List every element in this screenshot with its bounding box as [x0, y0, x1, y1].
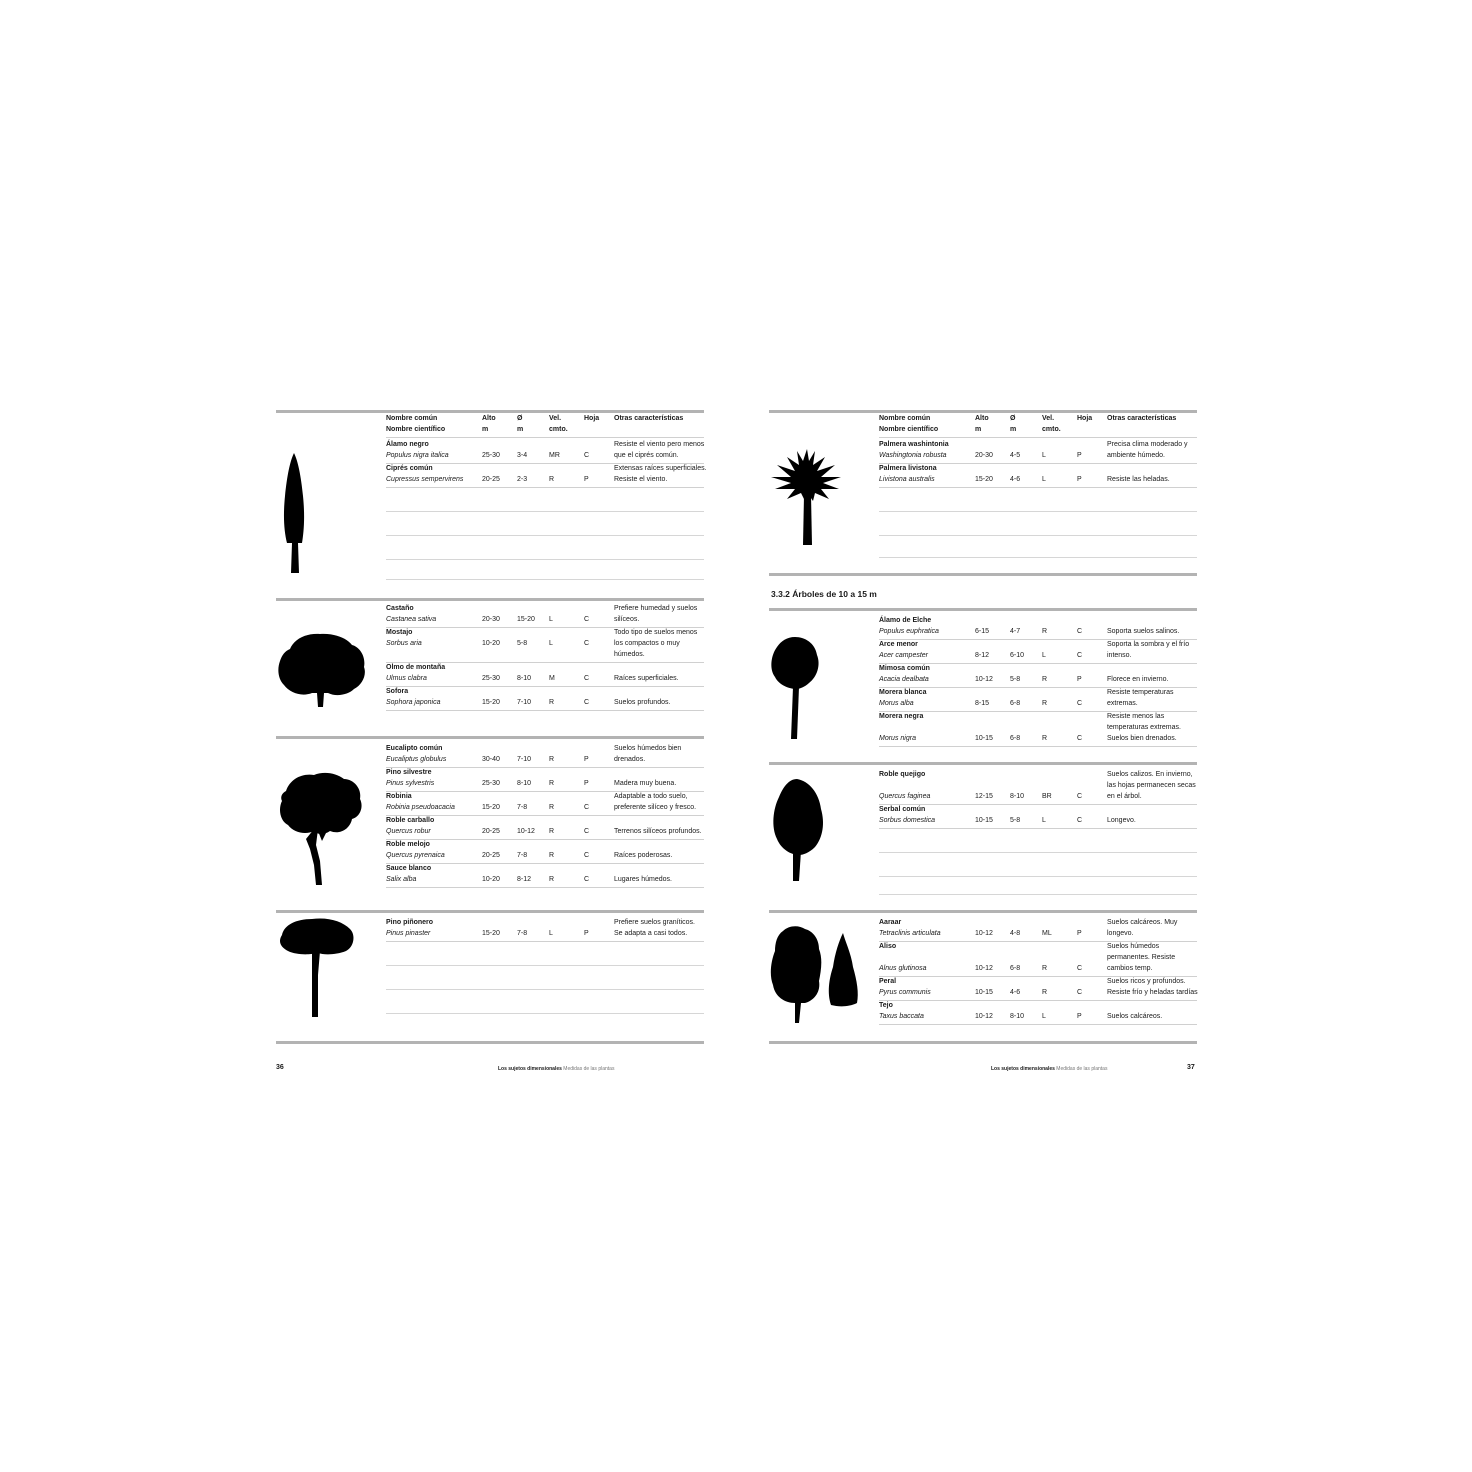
otras-line: húmedos.: [614, 651, 645, 658]
otras-line: extremas.: [1107, 700, 1138, 707]
vel-value: R: [549, 876, 555, 883]
diam-value: 4-6: [1010, 476, 1021, 483]
header-name: Nombre común: [879, 415, 931, 422]
empty-row: [879, 852, 1197, 877]
header-otras: Otras características: [614, 415, 684, 422]
otras-line: temperaturas extremas.: [1107, 724, 1181, 731]
scientific-name: Taxus baccata: [879, 1013, 924, 1020]
otras-line: Resiste menos las: [1107, 713, 1165, 720]
vel-value: M: [549, 675, 555, 682]
empty-row: [386, 511, 704, 536]
common-name: Roble quejigo: [879, 771, 926, 778]
hoja-value: C: [584, 804, 590, 811]
common-name: Roble melojo: [386, 841, 430, 848]
table-section: [276, 598, 704, 719]
scientific-name: Alnus glutinosa: [879, 965, 927, 972]
scientific-name: Morus alba: [879, 700, 914, 707]
alto-value: 10-12: [975, 965, 993, 972]
header-hoja: Hoja: [1077, 415, 1093, 422]
alto-value: 15-20: [482, 699, 500, 706]
empty-row: [879, 828, 1197, 853]
header-diam-unit: m: [1010, 426, 1017, 433]
otras-line: Raíces superficiales.: [614, 675, 679, 682]
otras-line: Prefiere suelos graníticos.: [614, 919, 695, 926]
tree-and-conifer-silhouette: [769, 923, 869, 1027]
scientific-name: Sophora japonica: [386, 699, 441, 706]
otras-line: Soporta la sombra y el frío: [1107, 641, 1190, 648]
otras-line: Prefiere humedad y suelos: [614, 605, 698, 612]
header-vel-unit: cmto.: [549, 426, 568, 433]
table-row: [386, 791, 704, 816]
table-row: [879, 769, 1197, 805]
otras-line: Todo tipo de suelos menos: [614, 629, 698, 636]
alto-value: 15-20: [482, 804, 500, 811]
diam-value: 10-12: [517, 828, 535, 835]
hoja-value: C: [1077, 700, 1083, 707]
otras-line: Suelos húmedos bien: [614, 745, 682, 752]
otras-line: Soporta suelos salinos.: [1107, 628, 1180, 635]
header-vel: Vel.: [549, 415, 562, 422]
alto-value: 25-30: [482, 675, 500, 682]
table-row: [386, 439, 704, 464]
common-name: Castaño: [386, 605, 414, 612]
common-name: Álamo negro: [386, 441, 429, 448]
table-row: [386, 767, 704, 792]
alto-value: 25-30: [482, 452, 500, 459]
table-row: [879, 687, 1197, 712]
scientific-name: Robinia pseudoacacia: [386, 804, 455, 811]
diam-value: 5-8: [1010, 817, 1021, 824]
empty-row: [386, 941, 704, 966]
diam-value: 8-10: [517, 780, 532, 787]
diam-value: 4-5: [1010, 452, 1021, 459]
scientific-name: Pinus sylvestris: [386, 780, 435, 787]
otras-line: Terrenos silíceos profundos.: [614, 828, 702, 835]
common-name: Pino piñonero: [386, 919, 434, 926]
alto-value: 10-15: [975, 817, 993, 824]
page-number: 37: [1187, 1064, 1195, 1071]
common-name: Morera blanca: [879, 689, 927, 696]
header-vel-unit: cmto.: [1042, 426, 1061, 433]
hoja-value: P: [1077, 452, 1082, 459]
scientific-name: Pinus pinaster: [386, 930, 431, 937]
table-row: [386, 863, 704, 888]
table-row: [386, 839, 704, 864]
otras-line: Resiste el viento pero menos: [614, 441, 705, 448]
common-name: Tejo: [879, 1002, 893, 1009]
scientific-name: Acacia dealbata: [879, 676, 929, 683]
diam-value: 6-10: [1010, 652, 1025, 659]
otras-line: Suelos calcáreos. Muy: [1107, 919, 1178, 926]
otras-line: Resiste el viento.: [614, 476, 668, 483]
scientific-name: Cupressus sempervirens: [386, 476, 464, 483]
scientific-name: Ulmus clabra: [386, 675, 427, 682]
scientific-name: Acer campester: [879, 652, 929, 659]
otras-line: Florece en invierno.: [1107, 676, 1169, 683]
hoja-value: C: [1077, 965, 1083, 972]
hoja-value: C: [1077, 628, 1083, 635]
hoja-value: C: [1077, 735, 1083, 742]
otras-line: Extensas raíces superficiales.: [614, 465, 707, 472]
diam-value: 7-8: [517, 930, 528, 937]
alto-value: 20-25: [482, 476, 500, 483]
otras-line: ambiente húmedo.: [1107, 452, 1165, 459]
columnar-cypress-silhouette: [276, 451, 376, 576]
header-alto: Alto: [482, 415, 496, 422]
alto-value: 20-25: [482, 852, 500, 859]
table-section: [276, 910, 704, 1023]
otras-line: Se adapta a casi todos.: [614, 930, 688, 937]
vel-value: L: [549, 616, 553, 623]
vel-value: R: [549, 852, 555, 859]
alto-value: 20-30: [975, 452, 993, 459]
empty-row: [386, 487, 704, 512]
otras-line: Suelos calizos. En invierno,: [1107, 771, 1193, 778]
hoja-value: C: [1077, 989, 1083, 996]
table-row: [386, 686, 704, 711]
section-subheading: 3.3.2 Árboles de 10 a 15 m: [771, 589, 877, 599]
hoja-value: P: [584, 476, 589, 483]
otras-line: silíceos.: [614, 616, 640, 623]
umbrella-pine-silhouette: [276, 915, 376, 1020]
vel-value: R: [1042, 700, 1048, 707]
hoja-value: P: [1077, 1013, 1082, 1020]
running-subtitle: Medidas de las plantas: [1056, 1066, 1108, 1072]
alto-value: 20-25: [482, 828, 500, 835]
scientific-name: Populus nigra italica: [386, 452, 449, 459]
otras-line: Lugares húmedos.: [614, 876, 672, 883]
diam-value: 8-10: [1010, 1013, 1025, 1020]
hoja-value: P: [1077, 476, 1082, 483]
otras-line: Suelos calcáreos.: [1107, 1013, 1163, 1020]
table-row: [386, 815, 704, 840]
common-name: Pino silvestre: [386, 769, 432, 776]
otras-line: Raíces poderosas.: [614, 852, 673, 859]
table-section: [276, 410, 707, 583]
page-number: 36: [276, 1064, 284, 1071]
common-name: Palmera livistona: [879, 465, 937, 472]
vel-value: R: [549, 756, 555, 763]
scientific-name: Morus nigra: [879, 735, 916, 742]
table-section: [769, 762, 1197, 897]
hoja-value: C: [584, 876, 590, 883]
alto-value: 10-15: [975, 735, 993, 742]
alto-value: 10-12: [975, 930, 993, 937]
scientific-name: Sorbus aria: [386, 640, 422, 647]
otras-line: Resiste temperaturas: [1107, 689, 1174, 696]
running-title: Los sujetos dimensionales: [498, 1066, 562, 1072]
table-section: [769, 608, 1197, 751]
header-vel: Vel.: [1042, 415, 1055, 422]
diam-value: 7-8: [517, 804, 528, 811]
diam-value: 6-8: [1010, 735, 1021, 742]
table-row: [879, 615, 1197, 640]
otras-line: Madera muy buena.: [614, 780, 677, 787]
broad-rounded-tree-silhouette: [276, 629, 376, 711]
otras-line: Suelos profundos.: [614, 699, 671, 706]
scientific-name: Eucaliptus globulus: [386, 756, 447, 763]
vel-value: R: [549, 828, 555, 835]
otras-line: los compactos o muy: [614, 640, 680, 647]
hoja-value: P: [584, 780, 589, 787]
lollipop-tree-silhouette: [769, 635, 869, 743]
common-name: Aaraar: [879, 919, 902, 926]
common-name: Olmo de montaña: [386, 664, 446, 671]
vel-value: R: [1042, 735, 1048, 742]
table-row: [879, 917, 1197, 942]
otras-line: Resiste frío y heladas tardías: [1107, 989, 1198, 996]
common-name: Mostajo: [386, 629, 413, 636]
vel-value: L: [1042, 452, 1046, 459]
empty-row: [879, 535, 1197, 558]
otras-line: drenados.: [614, 756, 646, 763]
diam-value: 8-12: [517, 876, 532, 883]
diam-value: 4-7: [1010, 628, 1021, 635]
otras-line: que el ciprés común.: [614, 452, 679, 459]
table-row: [879, 463, 1197, 488]
otras-line: las hojas permanecen secas: [1107, 782, 1196, 789]
scientific-name: Salix alba: [386, 876, 417, 883]
common-name: Eucalipto común: [386, 745, 443, 752]
alto-value: 8-15: [975, 700, 990, 707]
table-header: [386, 413, 704, 438]
header-name: Nombre común: [386, 415, 438, 422]
scientific-name: Castanea sativa: [386, 616, 437, 623]
hoja-value: P: [584, 756, 589, 763]
common-name: Álamo de Elche: [879, 617, 932, 624]
alto-value: 6-15: [975, 628, 990, 635]
empty-row: [879, 511, 1197, 536]
common-name: Arce menor: [879, 641, 918, 648]
common-name: Palmera washintonia: [879, 441, 949, 448]
diam-value: 7-10: [517, 699, 532, 706]
hoja-value: P: [584, 930, 589, 937]
header-hoja: Hoja: [584, 415, 600, 422]
table-row: [879, 711, 1197, 747]
diam-value: 3-4: [517, 452, 528, 459]
diam-value: 6-8: [1010, 965, 1021, 972]
alto-value: 30-40: [482, 756, 500, 763]
alto-value: 15-20: [482, 930, 500, 937]
table-row: [386, 603, 704, 628]
header-otras: Otras características: [1107, 415, 1177, 422]
vel-value: R: [1042, 965, 1048, 972]
header-diam-unit: m: [517, 426, 524, 433]
otras-line: intenso.: [1107, 652, 1132, 659]
common-name: Robinia: [386, 793, 412, 800]
empty-row: [386, 989, 704, 1014]
hoja-value: C: [1077, 793, 1083, 800]
scientific-name: Quercus pyrenaica: [386, 852, 445, 859]
diam-value: 15-20: [517, 616, 535, 623]
vel-value: R: [1042, 628, 1048, 635]
running-head: [498, 1066, 614, 1072]
hoja-value: C: [1077, 817, 1083, 824]
otras-line: Suelos húmedos: [1107, 943, 1160, 950]
scientific-name: Quercus faginea: [879, 793, 931, 800]
diam-value: 6-8: [1010, 700, 1021, 707]
diam-value: 2-3: [517, 476, 528, 483]
empty-row: [386, 535, 704, 560]
empty-row: [879, 876, 1197, 895]
scientific-name: Tetraclinis articulata: [879, 930, 941, 937]
table-section: [276, 736, 704, 891]
alto-value: 12-15: [975, 793, 993, 800]
table-header: [879, 413, 1197, 438]
page-bottom-rule: [769, 1041, 1197, 1044]
alto-value: 10-15: [975, 989, 993, 996]
alto-value: 20-30: [482, 616, 500, 623]
scientific-name: Livistona australis: [879, 476, 935, 483]
table-row: [386, 662, 704, 687]
palm-tree-silhouette: [769, 445, 869, 549]
table-row: [386, 743, 704, 768]
vel-value: R: [549, 804, 555, 811]
otras-line: permanentes. Resiste: [1107, 954, 1176, 961]
table-section: [769, 910, 1197, 1031]
branching-tree-silhouette: [276, 769, 376, 887]
otras-line: preferente silíceo y fresco.: [614, 804, 697, 811]
header-sci: Nombre científico: [386, 426, 446, 433]
vel-value: MR: [549, 452, 560, 459]
common-name: Peral: [879, 978, 897, 985]
otras-line: Resiste las heladas.: [1107, 476, 1170, 483]
vel-value: L: [1042, 817, 1046, 824]
running-subtitle: Medidas de las plantas: [563, 1066, 615, 1072]
table-row: [879, 941, 1197, 977]
vel-value: L: [549, 930, 553, 937]
vel-value: R: [549, 780, 555, 787]
vel-value: L: [549, 640, 553, 647]
alto-value: 10-12: [975, 676, 993, 683]
oval-tree-silhouette: [769, 777, 869, 885]
vel-value: L: [1042, 1013, 1046, 1020]
otras-line: Precisa clima moderado y: [1107, 441, 1188, 448]
hoja-value: P: [1077, 930, 1082, 937]
vel-value: L: [1042, 476, 1046, 483]
scientific-name: Pyrus communis: [879, 989, 931, 996]
common-name: Ciprés común: [386, 465, 433, 472]
vel-value: R: [549, 476, 555, 483]
diam-value: 4-8: [1010, 930, 1021, 937]
otras-line: Suelos ricos y profundos.: [1107, 978, 1186, 985]
table-row: [879, 439, 1197, 464]
common-name: Serbal común: [879, 806, 926, 813]
header-diam: Ø: [1010, 415, 1016, 422]
header-alto: Alto: [975, 415, 989, 422]
header-sci: Nombre científico: [879, 426, 939, 433]
alto-value: 25-30: [482, 780, 500, 787]
table-row: [879, 976, 1197, 1001]
otras-line: cambios temp.: [1107, 965, 1153, 972]
table-row: [386, 627, 704, 663]
vel-value: ML: [1042, 930, 1052, 937]
alto-value: 10-20: [482, 640, 500, 647]
empty-row: [879, 487, 1197, 512]
header-diam: Ø: [517, 415, 523, 422]
common-name: Roble carballo: [386, 817, 435, 824]
diam-value: 8-10: [1010, 793, 1025, 800]
scientific-name: Washingtonia robusta: [879, 452, 947, 459]
common-name: Sauce blanco: [386, 865, 432, 872]
otras-line: en el árbol.: [1107, 793, 1142, 800]
vel-value: R: [1042, 676, 1048, 683]
vel-value: R: [1042, 989, 1048, 996]
vel-value: L: [1042, 652, 1046, 659]
hoja-value: C: [584, 452, 590, 459]
otras-line: Suelos bien drenados.: [1107, 735, 1177, 742]
hoja-value: C: [1077, 652, 1083, 659]
vel-value: R: [549, 699, 555, 706]
table-row: [386, 463, 707, 488]
diam-value: 5-8: [517, 640, 528, 647]
diam-value: 5-8: [1010, 676, 1021, 683]
otras-line: Adaptable a todo suelo,: [614, 793, 688, 800]
table-row: [879, 639, 1197, 664]
table-row: [879, 1000, 1197, 1025]
running-head: [991, 1066, 1107, 1072]
diam-value: 7-10: [517, 756, 532, 763]
hoja-value: C: [584, 616, 590, 623]
diam-value: 7-8: [517, 852, 528, 859]
table-row: [386, 917, 704, 942]
table-row: [879, 663, 1197, 688]
empty-row: [386, 965, 704, 990]
table-section: [769, 410, 1197, 563]
scientific-name: Sorbus domestica: [879, 817, 936, 824]
empty-row: [386, 559, 704, 580]
alto-value: 15-20: [975, 476, 993, 483]
table-row: [879, 804, 1197, 829]
section-divider: [769, 573, 1197, 576]
vel-value: BR: [1042, 793, 1052, 800]
alto-value: 10-12: [975, 1013, 993, 1020]
hoja-value: C: [584, 675, 590, 682]
alto-value: 8-12: [975, 652, 990, 659]
hoja-value: P: [1077, 676, 1082, 683]
otras-line: longevo.: [1107, 930, 1134, 937]
header-alto-unit: m: [482, 426, 489, 433]
running-title: Los sujetos dimensionales: [991, 1066, 1055, 1072]
common-name: Morera negra: [879, 713, 924, 720]
hoja-value: C: [584, 852, 590, 859]
hoja-value: C: [584, 699, 590, 706]
common-name: Mimosa común: [879, 665, 930, 672]
otras-line: Longevo.: [1107, 817, 1136, 824]
hoja-value: C: [584, 828, 590, 835]
hoja-value: C: [584, 640, 590, 647]
diam-value: 4-6: [1010, 989, 1021, 996]
diam-value: 8-10: [517, 675, 532, 682]
scientific-name: Quercus robur: [386, 828, 431, 835]
common-name: Aliso: [879, 943, 897, 950]
common-name: Sofora: [386, 688, 409, 695]
scientific-name: Populus euphratica: [879, 628, 939, 635]
page-bottom-rule: [276, 1041, 704, 1044]
header-alto-unit: m: [975, 426, 982, 433]
alto-value: 10-20: [482, 876, 500, 883]
